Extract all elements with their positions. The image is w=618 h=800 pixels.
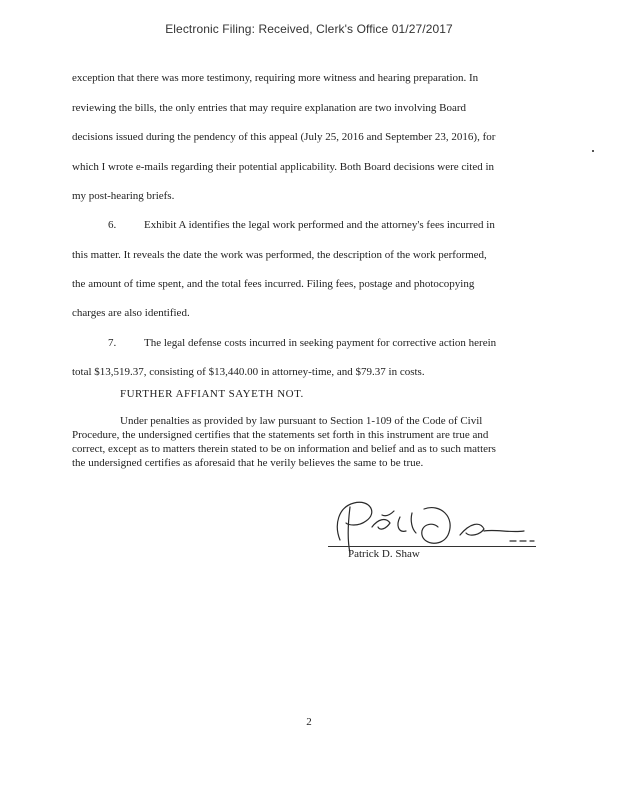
text-line: exception that there was more testimony, requiring more witness and hearing preparation. In (72, 72, 479, 84)
text-line: the amount of time spent, and the total fees incurred. Filing fees, postage and photocopying (72, 278, 475, 290)
text-line: which I wrote e-mails regarding their potential applicability. Both Board decisions were cited in (72, 161, 495, 173)
signer-name: Patrick D. Shaw (348, 548, 420, 560)
text-line: charges are also identified. (72, 307, 190, 319)
paragraph-number: 6. (108, 219, 117, 231)
paragraph-number: 7. (108, 337, 117, 349)
signature-line (328, 546, 536, 547)
text-line: my post-hearing briefs. (72, 190, 175, 202)
text-line: this matter. It reveals the date the work was performed, the description of the work performed, (72, 249, 487, 261)
text-line: the undersigned certifies as aforesaid that he verily believes the same to be true. (72, 457, 424, 469)
text-line: reviewing the bills, the only entries that may require explanation are two involving Board (72, 102, 467, 114)
filing-stamp: Electronic Filing: Received, Clerk's Office 01/27/2017 (165, 22, 453, 36)
text-line: Exhibit A identifies the legal work performed and the attorney's fees incurred in (144, 219, 495, 231)
page-number: 2 (306, 716, 312, 728)
text-line: Under penalties as provided by law pursuant to Section 1-109 of the Code of Civil (120, 415, 483, 427)
text-line: Procedure, the undersigned certifies that the statements set forth in this instrument are true and (72, 429, 489, 441)
text-line: total $13,519.37, consisting of $13,440.00 in attorney-time, and $79.37 in costs. (72, 366, 425, 378)
text-line: correct, except as to matters therein stated to be on information and belief and as to such matters (72, 443, 496, 455)
text-line: The legal defense costs incurred in seeking payment for corrective action herein (144, 337, 497, 349)
text-line: decisions issued during the pendency of this appeal (July 25, 2016 and September 23, 2016), for (72, 131, 496, 143)
scan-speck (592, 150, 594, 152)
affiant-statement: FURTHER AFFIANT SAYETH NOT. (120, 388, 304, 400)
